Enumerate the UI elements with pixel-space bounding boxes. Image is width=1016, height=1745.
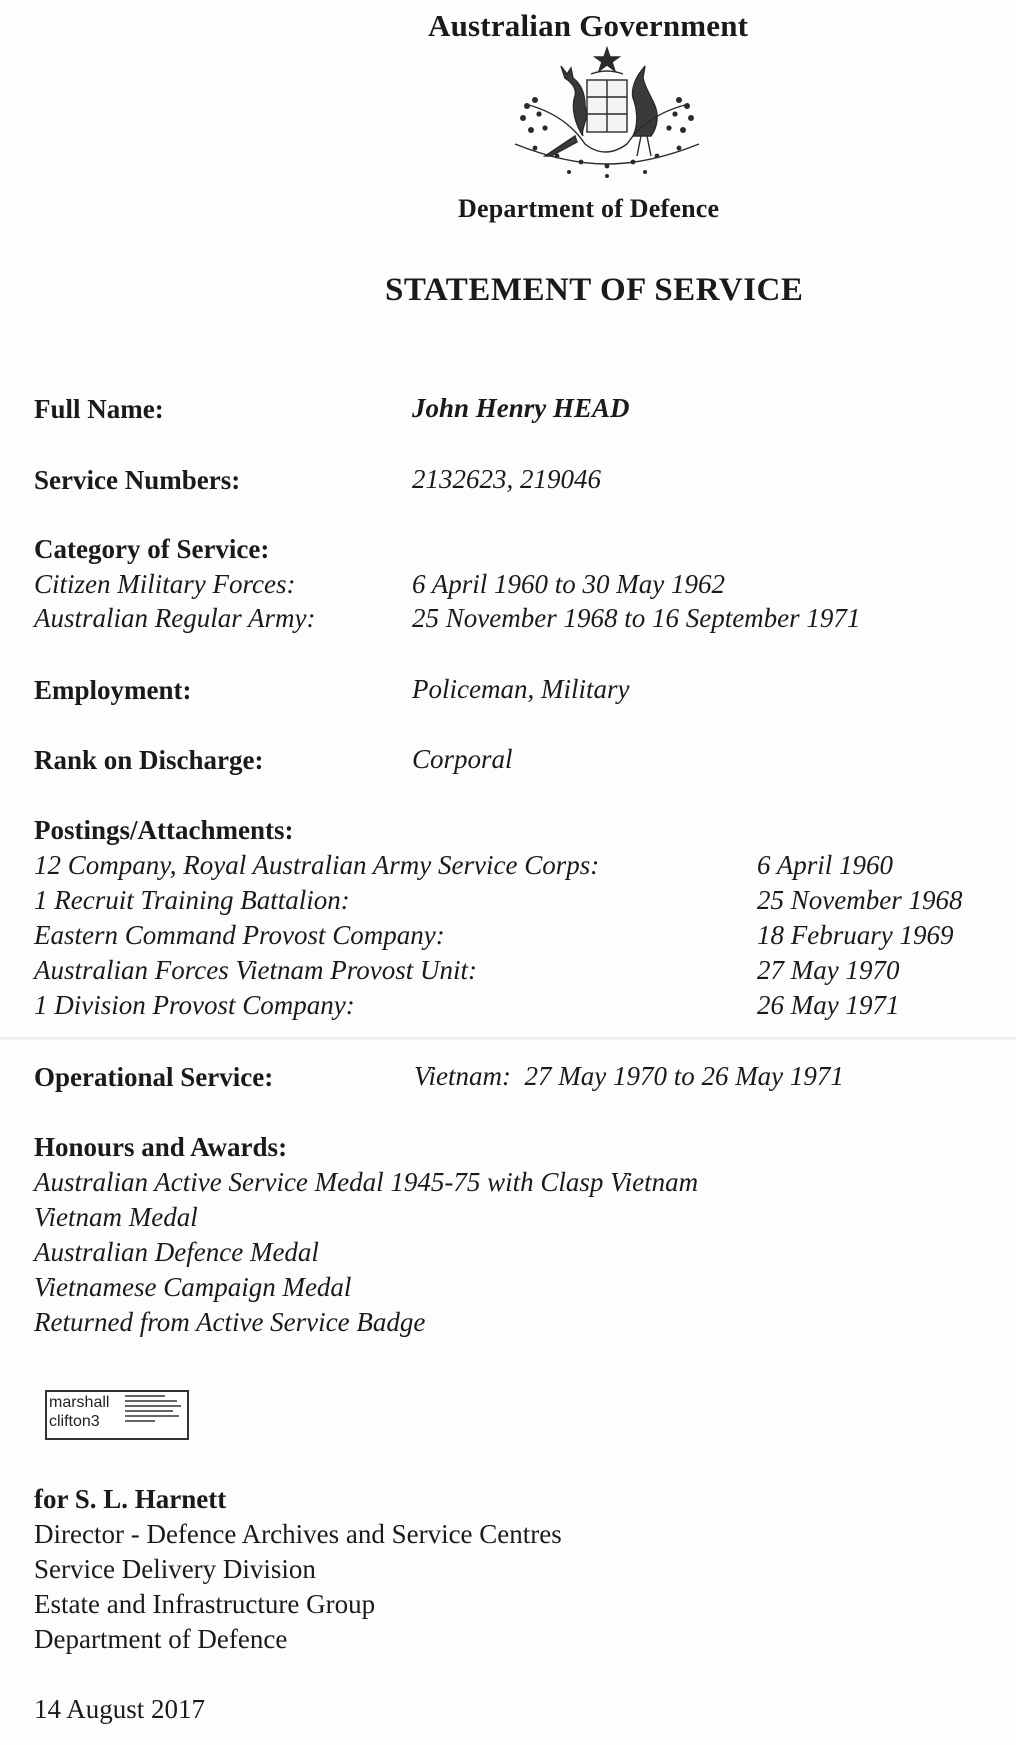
posting-date: 18 February 1969 <box>757 920 954 950</box>
operational-service-label: Operational Service: <box>34 1062 274 1092</box>
signature-name-line2: clifton3 <box>49 1413 100 1430</box>
category-row-value: 6 April 1960 to 30 May 1962 <box>412 569 725 599</box>
signatory-line: Estate and Infrastructure Group <box>34 1589 376 1619</box>
department-heading: Department of Defence <box>458 194 720 223</box>
posting-unit: Australian Forces Vietnam Provost Unit: <box>34 955 477 985</box>
honour-item: Vietnam Medal <box>34 1202 198 1232</box>
employment-label: Employment: <box>34 675 192 705</box>
honour-item: Australian Active Service Medal 1945-75 with Clasp Vietnam <box>34 1167 699 1197</box>
honour-item: Vietnamese Campaign Medal <box>34 1272 352 1302</box>
full-name-value: John Henry HEAD <box>412 393 630 423</box>
posting-unit: 1 Division Provost Company: <box>34 990 355 1020</box>
document-title: STATEMENT OF SERVICE <box>385 272 804 308</box>
signatory-line: Director - Defence Archives and Service Centres <box>34 1519 562 1549</box>
employment-value: Policeman, Military <box>412 674 630 704</box>
service-numbers-value: 2132623, 219046 <box>412 464 601 494</box>
posting-date: 26 May 1971 <box>757 990 900 1020</box>
category-row-label: Australian Regular Army: <box>34 603 316 633</box>
government-heading: Australian Government <box>428 8 749 43</box>
postings-label: Postings/Attachments: <box>34 815 294 845</box>
coat-of-arms-icon <box>505 44 709 184</box>
posting-unit: 12 Company, Royal Australian Army Service Corps: <box>34 850 600 880</box>
digital-signature-stamp <box>45 1390 189 1440</box>
signature-fine-print <box>125 1395 183 1433</box>
rank-label: Rank on Discharge: <box>34 745 264 775</box>
rank-value: Corporal <box>412 744 513 774</box>
signatory-for-line: for S. L. Harnett <box>34 1484 227 1514</box>
signatory-line: Service Delivery Division <box>34 1554 316 1584</box>
signature-name <box>49 1393 109 1431</box>
honour-item: Returned from Active Service Badge <box>34 1307 426 1337</box>
paper-fold-line <box>0 1037 1016 1040</box>
service-numbers-label: Service Numbers: <box>34 465 241 495</box>
category-row-value: 25 November 1968 to 16 September 1971 <box>412 603 861 633</box>
document-date: 14 August 2017 <box>34 1694 206 1724</box>
category-label: Category of Service: <box>34 534 270 564</box>
signature-name-line1: marshall <box>49 1394 110 1411</box>
full-name-label: Full Name: <box>34 394 164 424</box>
posting-date: 25 November 1968 <box>757 885 963 915</box>
posting-date: 27 May 1970 <box>757 955 900 985</box>
posting-date: 6 April 1960 <box>757 850 894 880</box>
category-row-label: Citizen Military Forces: <box>34 569 296 599</box>
signatory-line: Department of Defence <box>34 1624 288 1654</box>
operational-service-value: Vietnam: 27 May 1970 to 26 May 1971 <box>414 1061 844 1091</box>
posting-unit: 1 Recruit Training Battalion: <box>34 885 350 915</box>
honour-item: Australian Defence Medal <box>34 1237 319 1267</box>
posting-unit: Eastern Command Provost Company: <box>34 920 445 950</box>
honours-label: Honours and Awards: <box>34 1132 288 1162</box>
